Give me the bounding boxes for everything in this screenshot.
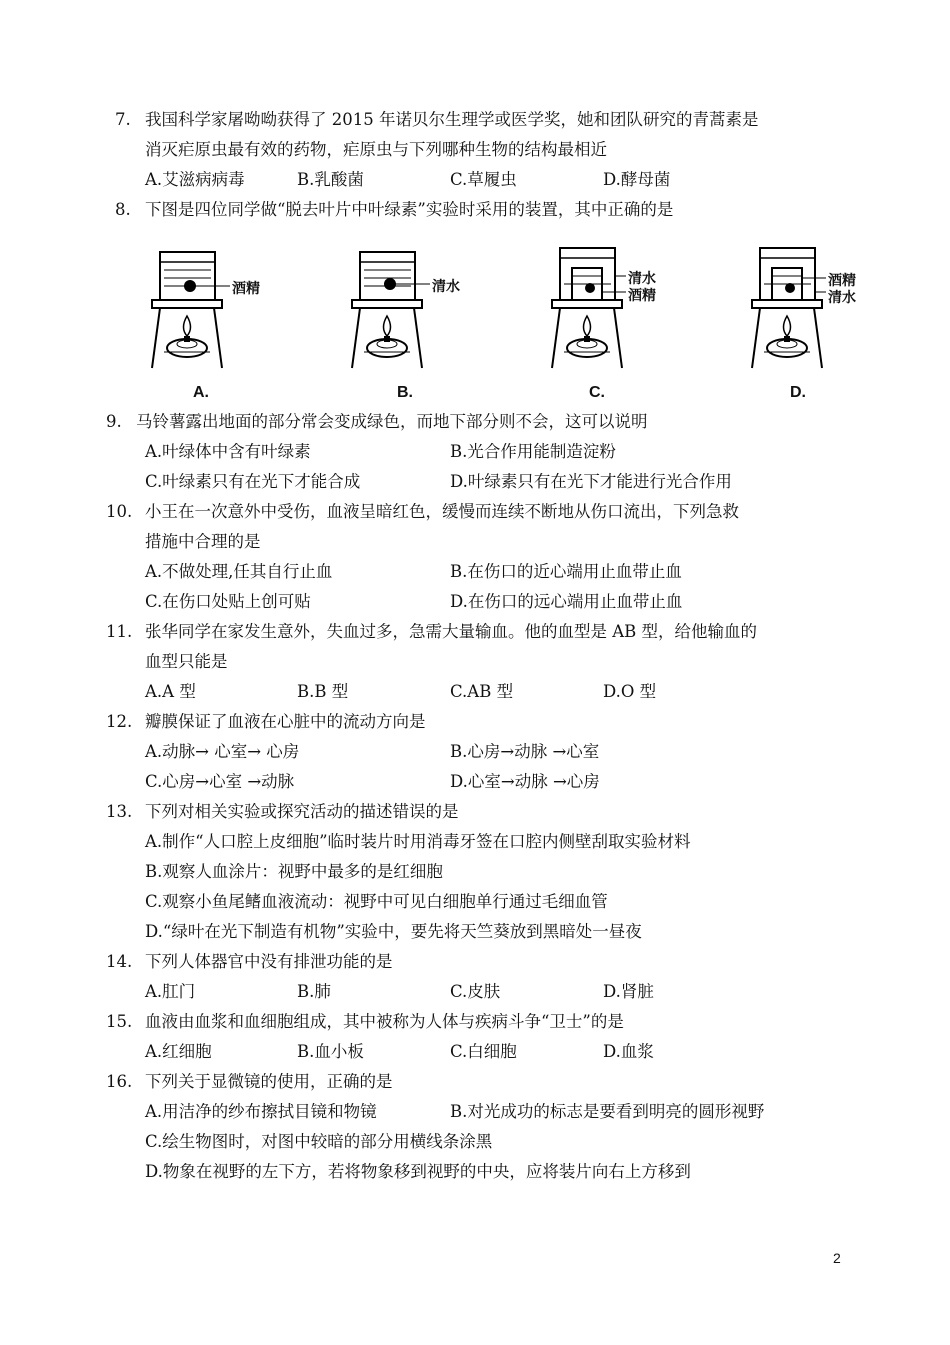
apparatus-figure-a [150,240,270,375]
question-14-option-c: C.皮肤 [450,982,501,1001]
question-9-option-d: D.叶绿素只有在光下才能进行光合作用 [450,472,732,491]
question-13-option-d: D.“绿叶在光下制造有机物”实验中，要先将天竺葵放到黑暗处一昼夜 [145,922,642,941]
question-12-option-a: A.动脉→ 心室→ 心房 [145,742,300,761]
question-12-number: 12. [106,712,133,731]
question-10-option-d: D.在伤口的远心端用止血带止血 [450,592,683,611]
question-16-number: 16. [106,1072,133,1091]
apparatus-d-label-alcohol: 酒精 [828,272,856,288]
question-15-option-b: B.血小板 [297,1042,364,1061]
question-9-option-c: C.叶绿素只有在光下才能合成 [145,472,361,491]
apparatus-figure-b [350,240,470,375]
question-16-option-c: C.绘生物图时，对图中较暗的部分用横线条涂黑 [145,1132,493,1151]
question-10-number: 10. [106,502,133,521]
question-13-number: 13. [106,802,133,821]
question-15-text: 血液由血浆和血细胞组成，其中被称为人体与疾病斗争“卫士”的是 [145,1012,624,1031]
question-15-number: 15. [106,1012,133,1031]
apparatus-d-drawing [750,240,870,375]
question-16-option-d: D.物象在视野的左下方，若将物象移到视野的中央，应将装片向右上方移到 [145,1162,691,1181]
question-7-option-a: A.艾滋病病毒 [145,170,245,189]
question-13-option-b: B.观察人血涂片：视野中最多的是红细胞 [145,862,443,881]
question-10-option-b: B.在伤口的近心端用止血带止血 [450,562,682,581]
question-13-text: 下列对相关实验或探究活动的描述错误的是 [145,802,459,821]
question-12-option-c: C.心房→心室 →动脉 [145,772,295,791]
question-15-option-a: A.红细胞 [145,1042,212,1061]
question-11-text-line-2: 血型只能是 [145,652,228,671]
apparatus-c-label-water: 清水 [628,270,656,286]
question-10-text-line-1: 小王在一次意外中受伤，血液呈暗红色，缓慢而连续不断地从伤口流出，下列急救 [145,502,739,521]
apparatus-c-caption: C. [589,384,605,401]
question-15-option-d: D.血浆 [603,1042,654,1061]
question-11-number: 11. [106,622,133,641]
apparatus-a-label-alcohol: 酒精 [232,280,260,296]
apparatus-figure-d [750,240,870,375]
question-14-number: 14. [106,952,133,971]
apparatus-a-caption: A. [193,384,209,401]
apparatus-figure-c [550,240,670,375]
question-10-text-line-2: 措施中合理的是 [145,532,261,551]
question-11-text-line-1: 张华同学在家发生意外，失血过多，急需大量输血。他的血型是 AB 型，给他输血的 [145,622,758,641]
question-11-option-d: D.O 型 [603,682,657,701]
question-16-text: 下列关于显微镜的使用，正确的是 [145,1072,393,1091]
question-7-option-b: B.乳酸菌 [297,170,364,189]
question-9-number: 9. [106,412,122,431]
question-9-text: 马铃薯露出地面的部分常会变成绿色，而地下部分则不会，这可以说明 [136,412,648,431]
apparatus-b-label-water: 清水 [432,278,460,294]
question-9-option-b: B.光合作用能制造淀粉 [450,442,616,461]
question-14-option-d: D.肾脏 [603,982,654,1001]
question-7-number: 7. [115,110,131,129]
question-16-option-a: A.用洁净的纱布擦拭目镜和物镜 [145,1102,377,1121]
question-8-text: 下图是四位同学做“脱去叶片中叶绿素”实验时采用的装置，其中正确的是 [145,200,674,219]
question-7-option-d: D.酵母菌 [603,170,671,189]
question-14-text: 下列人体器官中没有排泄功能的是 [145,952,393,971]
apparatus-b-caption: B. [397,384,413,401]
question-14-option-a: A.肛门 [145,982,196,1001]
question-13-option-c: C.观察小鱼尾鳍血液流动：视野中可见白细胞单行通过毛细血管 [145,892,608,911]
question-16-option-b: B.对光成功的标志是要看到明亮的圆形视野 [450,1102,765,1121]
question-7-text-line-1: 我国科学家屠呦呦获得了 2015 年诺贝尔生理学或医学奖，她和团队研究的青蒿素是 [145,110,759,129]
question-9-option-a: A.叶绿体中含有叶绿素 [145,442,311,461]
question-13-option-a: A.制作“人口腔上皮细胞”临时装片时用消毒牙签在口腔内侧壁刮取实验材料 [145,832,691,851]
apparatus-c-label-alcohol: 酒精 [628,287,656,303]
apparatus-d-caption: D. [790,384,806,401]
question-11-option-a: A.A 型 [145,682,196,701]
question-11-option-c: C.AB 型 [450,682,514,701]
apparatus-b-drawing [350,240,470,375]
question-7-text-line-2: 消灭疟原虫最有效的药物，疟原虫与下列哪种生物的结构最相近 [145,140,607,159]
page-number: 2 [833,1250,841,1266]
question-11-option-b: B.B 型 [297,682,349,701]
question-10-option-a: A.不做处理,任其自行止血 [145,562,333,581]
question-15-option-c: C.白细胞 [450,1042,517,1061]
apparatus-c-drawing [550,240,670,375]
question-14-option-b: B.肺 [297,982,331,1001]
question-7-option-c: C.草履虫 [450,170,517,189]
apparatus-d-label-water: 清水 [828,289,856,305]
apparatus-a-drawing [150,240,270,375]
question-12-text: 瓣膜保证了血液在心脏中的流动方向是 [145,712,426,731]
question-12-option-b: B.心房→动脉 →心室 [450,742,600,761]
question-12-option-d: D.心室→动脉 →心房 [450,772,600,791]
question-10-option-c: C.在伤口处贴上创可贴 [145,592,311,611]
question-8-number: 8. [115,200,131,219]
